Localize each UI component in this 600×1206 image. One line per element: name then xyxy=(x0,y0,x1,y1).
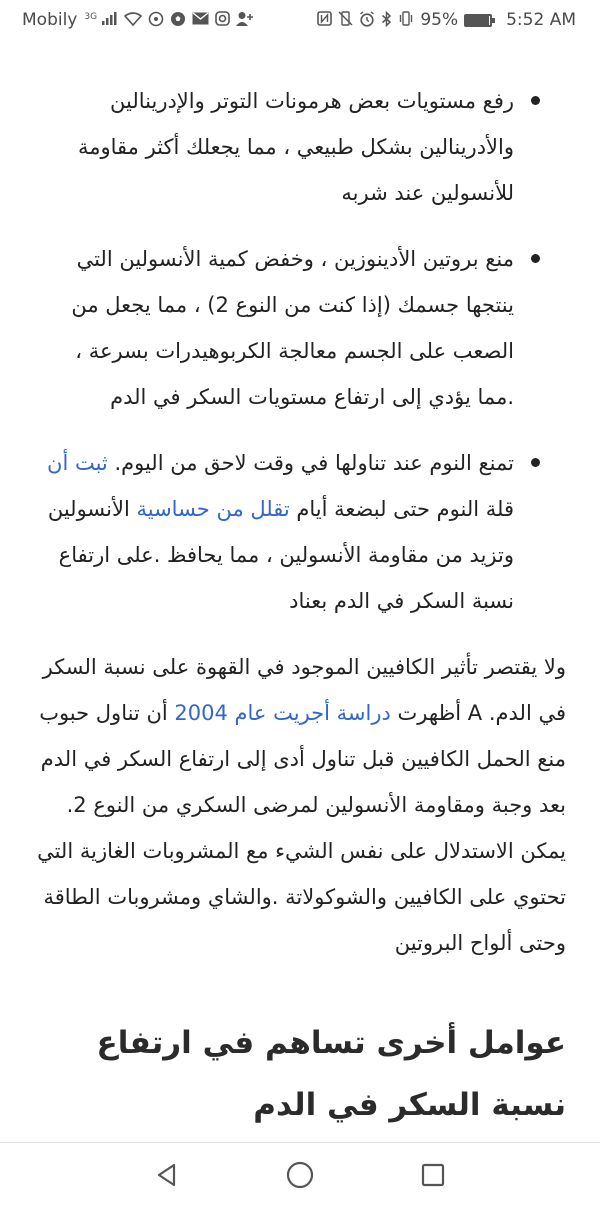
bullet-text: منع بروتين الأدينوزين ، وخفض كمية الأنسولين التي ينتجها جسمك (إذا كنت من النوع 2) ، مما يجعل من الصعب على الجسم معالجة الكربوهيدرات بسرعة ، .مما يؤدي إلى ارتفاع مستويات السكر في الدم xyxy=(71,247,514,409)
sensitivity-link[interactable]: تقلل من حساسية xyxy=(136,497,290,521)
alarm-icon xyxy=(359,11,375,30)
paragraph-text-end: أن تناول حبوب منع الحمل الكافيين قبل تناول أدى إلى ارتفاع السكر في الدم بعد وجبة ومقاومة الأنسولين لمرضى السكري من النوع 2. يمكن الاستدلال على نفس الشيء مع المشروبات الغازية التي تحتوي على الكافيين والشوكولاتة .والشاي ومشروبات الطاقة وحتى ألواح البروتين xyxy=(37,701,566,955)
add-user-icon xyxy=(236,11,254,29)
list-item xyxy=(34,236,514,420)
wifi-icon xyxy=(124,12,142,29)
bullet-dot xyxy=(531,96,540,105)
bullet-dot xyxy=(531,458,540,467)
bullet-list xyxy=(0,56,600,624)
status-bar-right xyxy=(317,10,576,30)
instagram-icon xyxy=(215,11,230,29)
bluetooth-icon xyxy=(381,11,392,30)
soccer-ball-icon xyxy=(170,11,186,30)
bullet-dot xyxy=(531,254,540,263)
list-item xyxy=(34,78,514,216)
section-heading: عوامل أخرى تساهم في ارتفاع نسبة السكر في الدم xyxy=(96,1025,566,1123)
status-bar xyxy=(0,0,600,40)
vibrate-icon xyxy=(398,11,414,29)
battery-icon xyxy=(464,14,492,27)
carrier-name: Mobily xyxy=(22,10,78,30)
bullet-text-start: تمنع النوم عند تناولها في وقت لاحق من اليوم. xyxy=(107,451,514,475)
recents-icon[interactable] xyxy=(413,1155,453,1195)
home-icon[interactable] xyxy=(280,1155,320,1195)
bullet-text-middle: قلة النوم حتى لبضعة أيام xyxy=(289,497,514,521)
vibrate-off-icon xyxy=(338,11,353,29)
bullet-text-end: الأنسولين وتزيد من مقاومة الأنسولين ، مما يحافظ .على ارتفاع نسبة السكر في الدم بعناد xyxy=(47,497,514,613)
clock-time: 5:52 AM xyxy=(506,10,576,30)
paragraph-text-start: ولا يقتصر تأثير الكافيين الموجود في القهوة على نسبة السكر في الدم. A أظهرت xyxy=(42,655,566,725)
back-icon[interactable] xyxy=(147,1155,187,1195)
study-2004-link[interactable]: دراسة أجريت عام 2004 xyxy=(174,701,391,725)
status-bar-left xyxy=(22,10,254,30)
battery-fill xyxy=(466,16,489,25)
caffeine-paragraph xyxy=(30,644,566,966)
signal-icon xyxy=(83,12,118,28)
list-item xyxy=(34,440,514,624)
network-type: 3G xyxy=(84,11,98,22)
whatsapp-icon xyxy=(148,11,164,30)
bullet-text: رفع مستويات بعض هرمونات التوتر والإدرينالين والأدرينالين بشكل طبيعي ، مما يجعلك أكثر مقاومة للأنسولين عند شربه xyxy=(78,89,514,205)
battery-percent: 95% xyxy=(420,10,459,30)
navigation-bar xyxy=(0,1142,600,1206)
proven-link[interactable]: ثبت أن xyxy=(47,451,108,475)
mail-icon xyxy=(192,12,209,28)
article-content xyxy=(0,56,600,1136)
nfc-icon xyxy=(317,11,332,29)
